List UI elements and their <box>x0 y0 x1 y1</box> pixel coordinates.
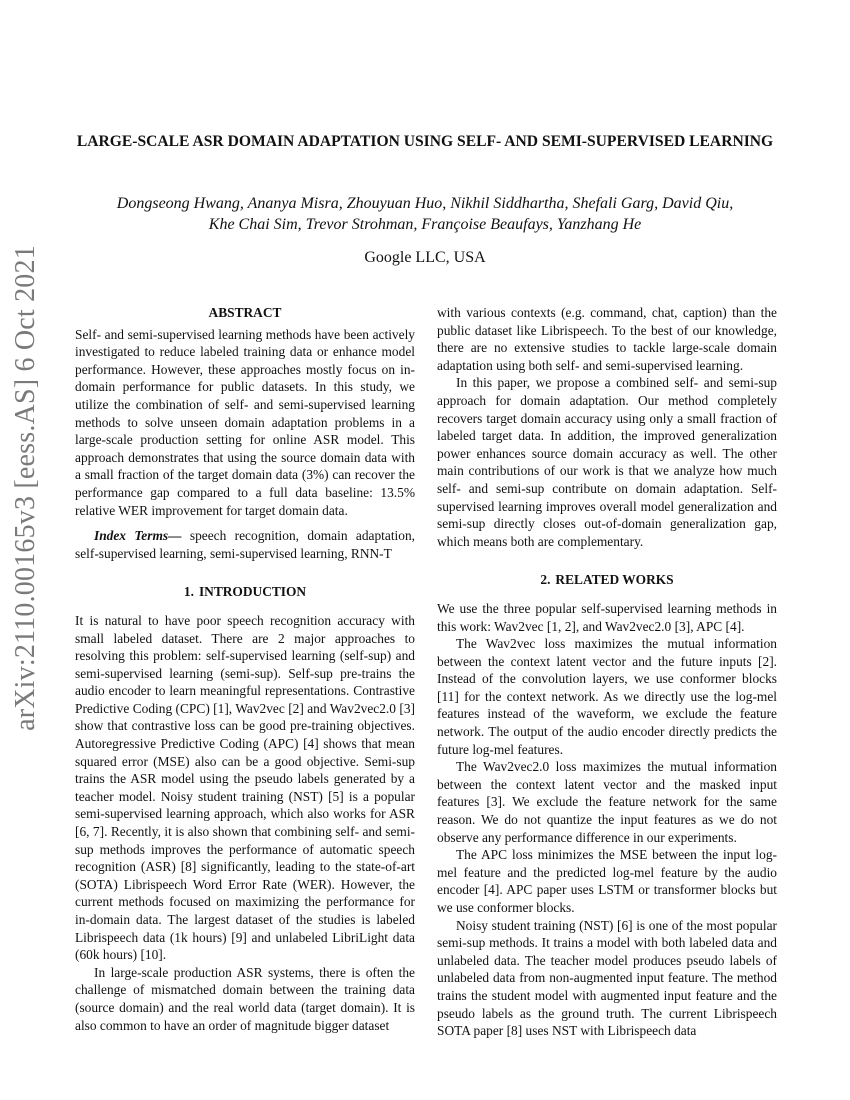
author-list <box>75 193 775 235</box>
index-terms-text: speech recognition, domain adaptation, self-supervised learning, semi-supervised learning, RNN-T <box>75 528 415 561</box>
author-line-1: Dongseong Hwang, Ananya Misra, Zhouyuan Huo, Nikhil Siddhartha, Shefali Garg, David Qiu, <box>116 195 734 212</box>
intro-paragraph-1: It is natural to have poor speech recognition accuracy with small labeled dataset. There are 2 major approaches to resolving this problem: self-supervised learning (self-sup) and semi-supervised learning (semi-sup). Self-sup pre-trains the audio encoder to learn meaningful representations. Contrastive Predictive Coding (CPC) [1], Wav2vec [2] and Wav2vec2.0 [3] show that contrastive loss can be good pre-training objectives. Autoregressive Predictive Coding (APC) [4] shows that mean squared error (MSE) also can be a good objective. Semi-sup trains the ASR model using the pseudo labels generated by a teacher model. Noisy student training (NST) [5] is a popular semi-supervised learning approach, which also works for ASR [6, 7]. Recently, it is also shown that combining self- and semi-sup methods improves the performance of automatic speech recognition (ASR) [8] significantly, leading to the state-of-art (SOTA) Librispeech Word Error Rate (WER). However, the current methods focused on maximizing the performance for in-domain data. The largest dataset of the studies is labeled Librispeech data (1k hours) [9] and unlabeled LibriLight data (60k hours) [10]. <box>75 612 415 963</box>
intro-paragraph-3: In this paper, we propose a combined self- and semi-sup approach for domain adaptation. Our method completely recovers target domain accuracy using only a small fraction of labeled target data. In addition, the improved generalization power enhances source domain accuracy as well. The other main contributions of our work is that we analyze how much self- and semi-sup contribute on domain adaptation. Self-supervised learning improves overall model generalization and semi-sup directly closes out-of-domain generalization gap, which means both are complementary. <box>437 375 777 549</box>
left-column <box>75 304 415 1034</box>
index-terms <box>75 527 415 562</box>
abstract-text: Self- and semi-supervised learning methods have been actively investigated to reduce labeled training data or enhance model performance. However, these approaches mostly focus on in-domain performance for public datasets. In this study, we utilize the combination of self- and semi-supervised learning methods to solve unseen domain adaptation problems in a large-scale production setting for online ASR model. This approach demonstrates that using the source domain data with a small fraction of the target domain data (3%) can recover the performance gap compared to a full data baseline: 13.5% relative WER improvement for target domain data. <box>75 326 415 518</box>
related-paragraph-2: The Wav2vec loss maximizes the mutual information between the context latent vector and the future inputs [2]. Instead of the convolution layers, we use conformer blocks [11] for the context network. As we directly use the log-mel features instead of the waveform, we exclude the feature network. The output of the audio encoder directly predicts the future log-mel features. <box>437 636 777 757</box>
section-heading-related-works <box>437 571 777 589</box>
related-paragraph-4: The APC loss minimizes the MSE between the input log-mel feature and the predicted log-mel feature by the audio encoder [4]. APC paper uses LSTM or transformer blocks but we use conformer blocks. <box>437 847 777 915</box>
abstract-heading: ABSTRACT <box>208 305 282 320</box>
related-paragraph-5: Noisy student training (NST) [6] is one of the most popular semi-sup methods. It trains a model with both labeled data and unlabeled data. The teacher model produces pseudo labels of unlabeled data from non-augmented input feature. The method trains the student model with augmented input feature and the pseudo labels as the ground truth. The current Librispeech SOTA paper [8] uses NST with Librispeech data <box>437 917 777 1039</box>
section-number: 1. <box>183 584 194 600</box>
section-title: INTRODUCTION <box>198 584 307 600</box>
right-column <box>437 304 777 1040</box>
intro-paragraph-2: In large-scale production ASR systems, there is often the challenge of mismatched domain between the training data (source domain) and the real world data (target domain). It is also common to have an order of magnitude bigger dataset <box>75 964 415 1033</box>
index-terms-label: Index Terms— <box>94 528 182 544</box>
section-title: RELATED WORKS <box>555 572 674 588</box>
author-line-2: Khe Chai Sim, Trevor Strohman, Françoise Beaufays, Yanzhang He <box>208 216 642 233</box>
arxiv-identifier-text: arXiv:2110.00165v3 [eess.AS] 6 Oct 2021 <box>10 245 41 731</box>
affiliation: Google LLC, USA <box>364 249 486 266</box>
intro-paragraph-2-continued: with various contexts (e.g. command, chat, caption) than the public dataset like Librispeech. To the best of our knowledge, there are no extensive studies to tackle large-scale domain adaptation using both self- and semi-supervised learning. <box>437 305 777 373</box>
related-paragraph-1: We use the three popular self-supervised learning methods in this work: Wav2vec [1, 2], and Wav2vec2.0 [3], APC [4]. <box>437 600 777 634</box>
section-heading-introduction <box>75 583 415 601</box>
section-number: 2. <box>540 572 551 588</box>
related-paragraph-3: The Wav2vec2.0 loss maximizes the mutual information between the context latent vector and the masked input features [3]. We exclude the feature network for the same reason. We do not quantize the input features as we do not observe any performance difference in our experiments. <box>437 759 777 845</box>
arxiv-identifier <box>4 245 48 731</box>
paper-title: LARGE-SCALE ASR DOMAIN ADAPTATION USING SELF- AND SEMI-SUPERVISED LEARNING <box>76 133 774 150</box>
